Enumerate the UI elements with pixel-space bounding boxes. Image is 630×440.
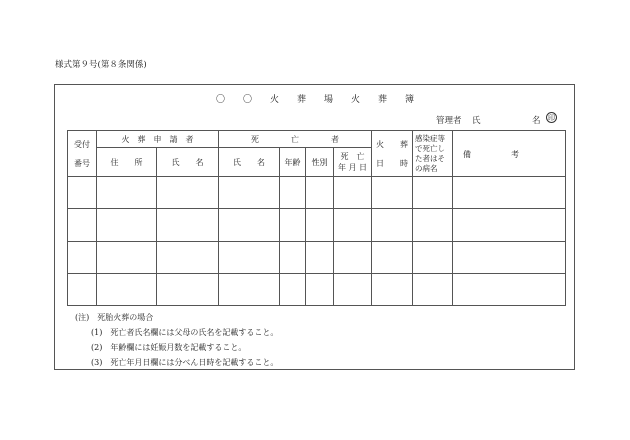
- header-receipt-top: 受付: [74, 139, 90, 149]
- table-cell[interactable]: [413, 273, 453, 305]
- table-cell[interactable]: [453, 273, 566, 305]
- header-cremation-top: 火 葬: [376, 139, 408, 149]
- header-deceased-date-top: 死 亡: [340, 152, 365, 162]
- header-applicant-group: 火 葬 申 請 者: [97, 131, 219, 148]
- table-cell[interactable]: [306, 241, 334, 273]
- header-remarks: 備 考: [453, 131, 566, 177]
- table-cell[interactable]: [157, 177, 219, 209]
- header-applicant-address: 住 所: [97, 148, 157, 177]
- table-cell[interactable]: [280, 209, 306, 241]
- table-cell[interactable]: [219, 209, 280, 241]
- table-cell[interactable]: [372, 209, 413, 241]
- header-deceased-date-bottom: 年 月 日: [337, 163, 368, 173]
- table-cell[interactable]: [413, 241, 453, 273]
- cremation-register-table: [67, 130, 566, 306]
- header-deceased-sex: 性別: [306, 148, 334, 177]
- header-cremation-datetime: [372, 131, 413, 177]
- notes-heading: (注) 死胎火葬の場合: [75, 313, 154, 322]
- table-cell[interactable]: [97, 209, 157, 241]
- header-cremation-bottom: 日 時: [376, 158, 408, 168]
- header-disease-line3: た者はそ: [415, 153, 445, 163]
- header-receipt-number: [68, 131, 97, 177]
- table-cell[interactable]: [334, 273, 372, 305]
- table-cell[interactable]: [453, 177, 566, 209]
- header-applicant-name: 氏 名: [157, 148, 219, 177]
- table-cell[interactable]: [68, 241, 97, 273]
- table-row: [68, 241, 566, 273]
- manager-label: 管理者: [436, 116, 462, 126]
- manager-mei: 名: [532, 116, 541, 126]
- table-cell[interactable]: [372, 241, 413, 273]
- header-deceased-name: 氏 名: [219, 148, 280, 177]
- table-row: [68, 273, 566, 305]
- header-deceased-age: 年齢: [280, 148, 306, 177]
- header-receipt-bottom: 番号: [74, 158, 90, 168]
- table-cell[interactable]: [372, 177, 413, 209]
- note-item: (3) 死亡年月日欄には分べん日時を記載すること。: [91, 358, 279, 367]
- table-cell[interactable]: [68, 177, 97, 209]
- header-deceased-date: [334, 148, 372, 177]
- table-cell[interactable]: [219, 241, 280, 273]
- table-cell[interactable]: [219, 177, 280, 209]
- table-cell[interactable]: [453, 209, 566, 241]
- table-row: [68, 177, 566, 209]
- table-row: [68, 209, 566, 241]
- header-deceased-group: 死 亡 者: [219, 131, 372, 148]
- table-cell[interactable]: [157, 273, 219, 305]
- table-cell[interactable]: [306, 209, 334, 241]
- table-cell[interactable]: [97, 241, 157, 273]
- table-cell[interactable]: [157, 241, 219, 273]
- table-cell[interactable]: [68, 273, 97, 305]
- register-title: 〇 〇 火 葬 場 火 葬 簿: [215, 95, 414, 105]
- table-cell[interactable]: [334, 241, 372, 273]
- table-cell[interactable]: [68, 209, 97, 241]
- table-cell[interactable]: [334, 209, 372, 241]
- table-cell[interactable]: [219, 273, 280, 305]
- header-disease-line1: 感染症等: [415, 133, 445, 143]
- header-disease-line4: の病名: [415, 163, 438, 173]
- table-cell[interactable]: [280, 177, 306, 209]
- header-disease-line2: で死亡し: [415, 143, 445, 153]
- table-cell[interactable]: [157, 209, 219, 241]
- table-cell[interactable]: [306, 177, 334, 209]
- header-disease: [413, 131, 453, 177]
- table-cell[interactable]: [97, 177, 157, 209]
- table-cell[interactable]: [280, 241, 306, 273]
- form-label: 様式第９号(第８条関係): [55, 60, 147, 70]
- table-cell[interactable]: [334, 177, 372, 209]
- seal-icon: 印: [548, 114, 555, 122]
- note-item: (2) 年齢欄には妊娠月数を記載すること。: [91, 343, 247, 352]
- manager-shi: 氏: [472, 116, 481, 126]
- table-cell[interactable]: [280, 273, 306, 305]
- table-cell[interactable]: [97, 273, 157, 305]
- table-cell[interactable]: [372, 273, 413, 305]
- table-cell[interactable]: [413, 177, 453, 209]
- note-item: (1) 死亡者氏名欄には父母の氏名を記載すること。: [91, 328, 279, 337]
- table-cell[interactable]: [306, 273, 334, 305]
- table-cell[interactable]: [413, 209, 453, 241]
- table-cell[interactable]: [453, 241, 566, 273]
